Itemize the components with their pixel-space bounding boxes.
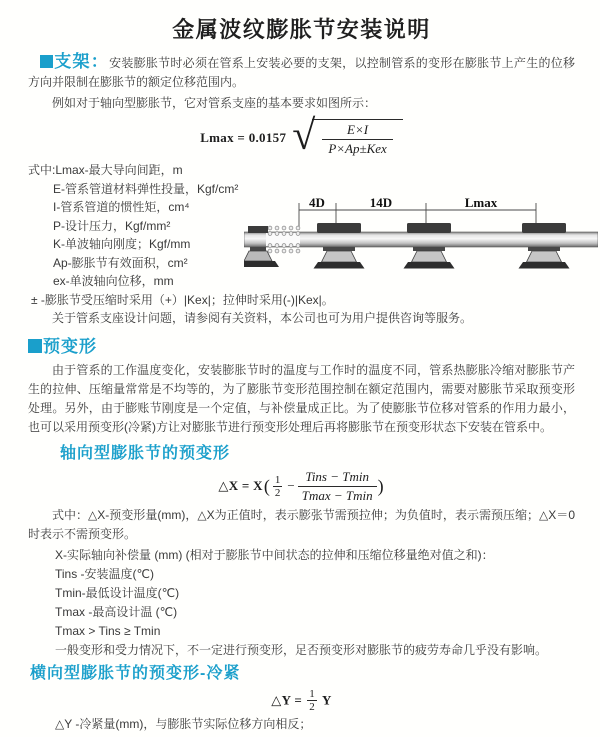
predeform-heading-text: 预变形 (43, 337, 97, 356)
dimension-label-4d: 4D (309, 195, 325, 210)
dimension-label-lmax: Lmax (464, 195, 498, 210)
definition-line: I-管系管道的惯性矩，cm⁴ (53, 200, 190, 214)
definition-line: △Y -冷紧量(mm)，与膨胀节实际位移方向相反； (55, 717, 312, 732)
radical-icon: √ (292, 113, 316, 160)
definition-line: P-设计压力，Kgf/mm² (53, 218, 171, 233)
support-paragraph (28, 52, 575, 92)
predeform-section-heading (28, 337, 575, 357)
dimension-label-14d: 14D (369, 195, 393, 210)
definition-line: Ap-膨胀节有效面积，cm² (53, 255, 188, 270)
axial-definitions (28, 546, 575, 660)
support-requirement-diagram (244, 194, 598, 286)
sqrt-numerator: E×I (322, 122, 393, 140)
definition-line: Tmax > Tins ≥ Tmin (55, 624, 161, 639)
close-paren: ) (377, 475, 384, 496)
temperature-denominator: Tmax − Tmin (301, 487, 373, 503)
lateral-formula-lhs: △Y = (271, 692, 303, 708)
lmax-formula (28, 113, 575, 160)
lateral-subheading: 横向型膨胀节的预变形-冷紧 (30, 665, 241, 683)
definition-line: X-实际轴向补偿量 (mm) (相对于膨胀节中间状态的拉伸和压缩位移量绝对值之和)： (55, 548, 494, 563)
sqrt-expression (292, 113, 403, 160)
bellows-section (266, 226, 300, 253)
support-section-heading: 支架： (54, 52, 110, 71)
predeform-paragraph: 由于管系的工作温度变化，安装膨胀节时的温度与工作时的温度不同，管系热膨胀冷缩对膨胀节产生的拉伸、压缩量常常是不均等的，为了膨胀节变形范围控制在额定范围内，需要对膨胀节采取预变形处理。另外，由于膨账节刚度是一个定值，与补偿量成正比。为了使膨胀节位移对管系的作用力最小，也可以采用预变形(冷紧)方让对膨胀节进行预变形处理后再将膨胀节在预变形状态下安装在管系中。 (28, 363, 575, 434)
axial-predeform-formula (28, 469, 575, 503)
half-fraction (273, 474, 283, 499)
axial-formula-explanation: 式中：△X-预变形量(mm)，△X为正值时，表示膨张节需预拉伸；为负值时，表示需预压缩；△X＝0时表示不需预变形。 (28, 508, 575, 542)
definition-line: ex-单波轴向位移，mm (53, 274, 174, 288)
half-numerator: 1 (309, 688, 315, 701)
support-intro-text: 安装膨胀节时必须在管系上安装必要的支架，以控制管系的变形在膨胀节上产生的位移方向并限制在膨胀节的额定位移范围内。 (28, 56, 575, 89)
support-note-line: 关于管系支座设计问题，请参阅有关资料，本公司也可为用户提供咨询等服务。 (52, 311, 473, 325)
axial-subheading: 轴向型膨胀节的预变形 (60, 445, 231, 462)
lateral-formula-rhs: Y (322, 692, 332, 708)
minus-operator: − (287, 478, 295, 494)
half-numerator: 1 (274, 473, 281, 486)
support-example-line: 例如对于轴向型膨胀节，它对管系支座的基本要求如图所示： (52, 96, 377, 110)
definition-line: 一般变形和受力情况下，不一定进行预变形，足否预变形对膨胀节的疲劳寿命几乎没有影响。 (55, 643, 548, 658)
temperature-numerator: Tins − Tmin (298, 469, 377, 487)
lateral-definitions (28, 715, 575, 734)
dimension-labels (309, 195, 498, 210)
definition-line: 式中:Lmax-最大导向间距，m (28, 163, 183, 177)
sqrt-fraction (312, 119, 403, 157)
section-marker-icon (40, 55, 53, 68)
half-fraction (307, 688, 317, 713)
definition-line: K-单波轴向刚度；Kgf/mm (53, 237, 191, 251)
open-paren: ( (263, 475, 270, 496)
half-denominator: 2 (274, 486, 281, 499)
definition-line: E-管系管道材料弹性投量，Kgf/cm² (53, 181, 239, 196)
section-marker-icon (28, 339, 42, 353)
sqrt-denominator: P×Ap±Kex (328, 141, 387, 156)
axial-formula-lhs: △X = X (218, 478, 263, 494)
definition-line: Tmax -最高设计温 (℃) (55, 605, 178, 620)
temperature-fraction (298, 469, 377, 503)
page-title: 金属波纹膨胀节安装说明 (172, 17, 431, 42)
lateral-predeform-formula (28, 688, 575, 713)
definition-line: Tmin-最低设计温度(℃) (55, 586, 180, 601)
half-denominator: 2 (309, 701, 315, 714)
definition-line: Tins -安装温度(℃) (55, 567, 155, 582)
lmax-formula-lhs: Lmax = 0.0157 (200, 130, 287, 145)
definition-line: ± -膨胀节受压缩时采用（+）|Kex|；拉伸时采用(-)|Kex|。 (31, 292, 334, 307)
